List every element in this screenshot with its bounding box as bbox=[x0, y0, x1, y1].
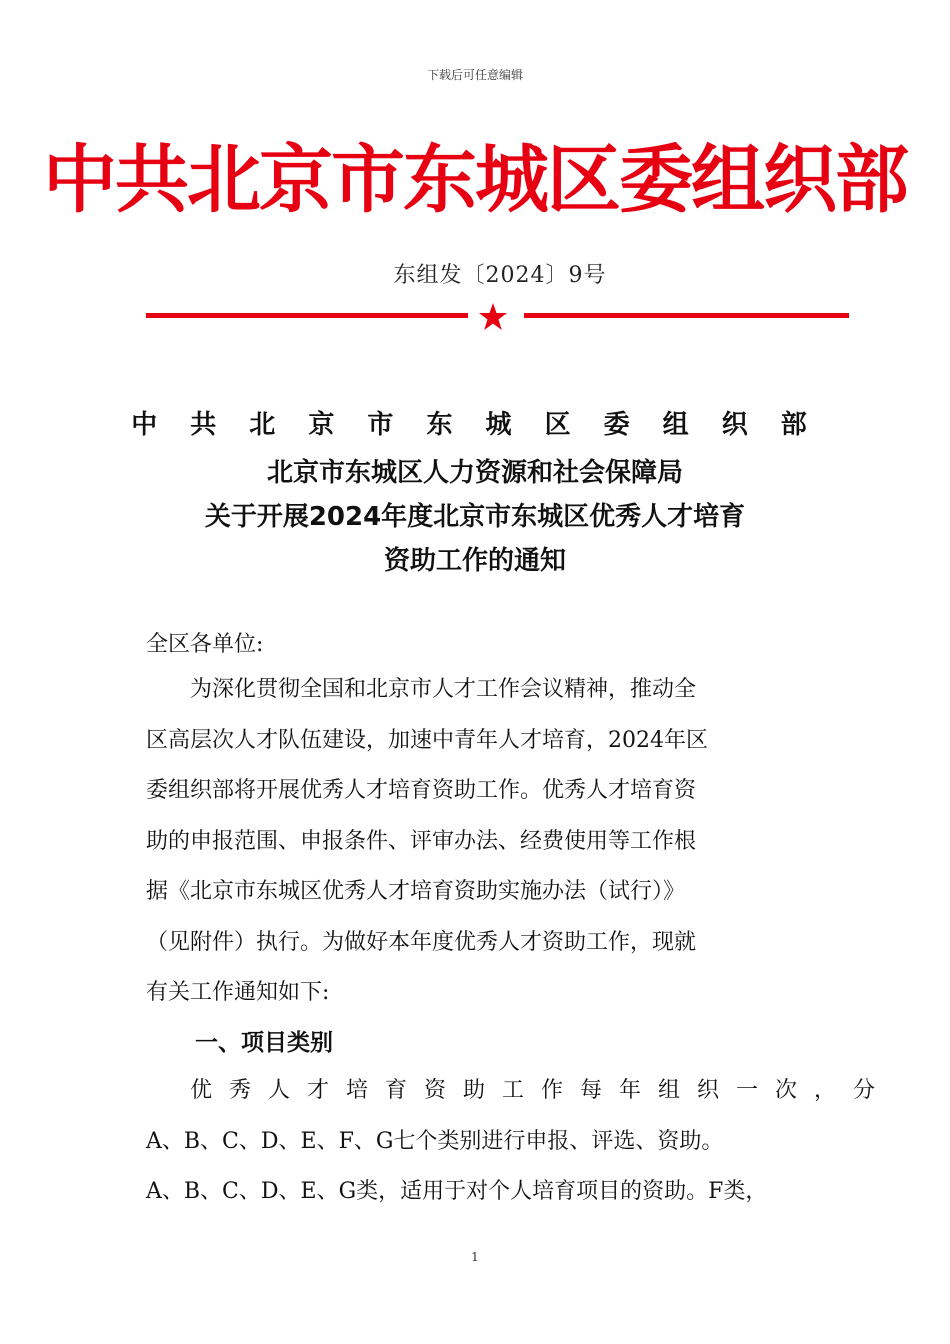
section-heading-1: 一、项目类别 bbox=[195, 1030, 333, 1056]
body-paragraph-1 bbox=[146, 665, 806, 1019]
paragraph-line: 据《北京市东城区优秀人才培育资助实施办法（试行）》 bbox=[146, 879, 686, 904]
paragraph-line: 助的申报范围、申报条件、评审办法、经费使用等工作根 bbox=[146, 828, 697, 854]
paragraph-line: 为深化贯彻全国和北京市人才工作会议精神，推动全 bbox=[190, 677, 697, 702]
red-divider-right bbox=[524, 313, 849, 318]
red-star-icon bbox=[478, 302, 508, 332]
page-number: 1 bbox=[471, 1250, 479, 1264]
notice-title-line-1: 中 共 北 京 市 东 城 区 委 组 织 部 bbox=[131, 410, 819, 440]
paragraph-line: A、B、C、D、E、F、G七个类别进行申报、评选、资助。 bbox=[146, 1128, 724, 1154]
header-note: 下载后可任意编辑 bbox=[426, 68, 523, 82]
body-paragraph-2 bbox=[146, 1066, 893, 1218]
notice-title-line-2: 北京市东城区人力资源和社会保障局 bbox=[266, 458, 683, 488]
paragraph-line: 委组织部将开展优秀人才培育资助工作。优秀人才培育资 bbox=[146, 778, 697, 803]
salutation: 全区各单位: bbox=[146, 632, 264, 657]
notice-title-line-4: 资助工作的通知 bbox=[383, 546, 566, 576]
paragraph-line: 区高层次人才队伍建设，加速中青年人才培育，2024年区 bbox=[146, 727, 708, 753]
document-number: 东组发〔2024〕9号 bbox=[393, 263, 607, 288]
notice-title-line-3: 关于开展2024年度北京市东城区优秀人才培育 bbox=[204, 502, 746, 532]
paragraph-line: （见附件）执行。为做好本年度优秀人才资助工作，现就 bbox=[146, 929, 697, 955]
red-divider-left bbox=[146, 313, 468, 318]
paragraph-line: 有关工作通知如下: bbox=[146, 980, 330, 1005]
issuer-title: 中共北京市东城区委组织部 bbox=[43, 137, 907, 223]
paragraph-line: 优秀人才培育资助工作每年组织一次，分 bbox=[190, 1078, 893, 1103]
paragraph-line: A、B、C、D、E、G类，适用于对个人培育项目的资助。F类， bbox=[146, 1179, 768, 1204]
